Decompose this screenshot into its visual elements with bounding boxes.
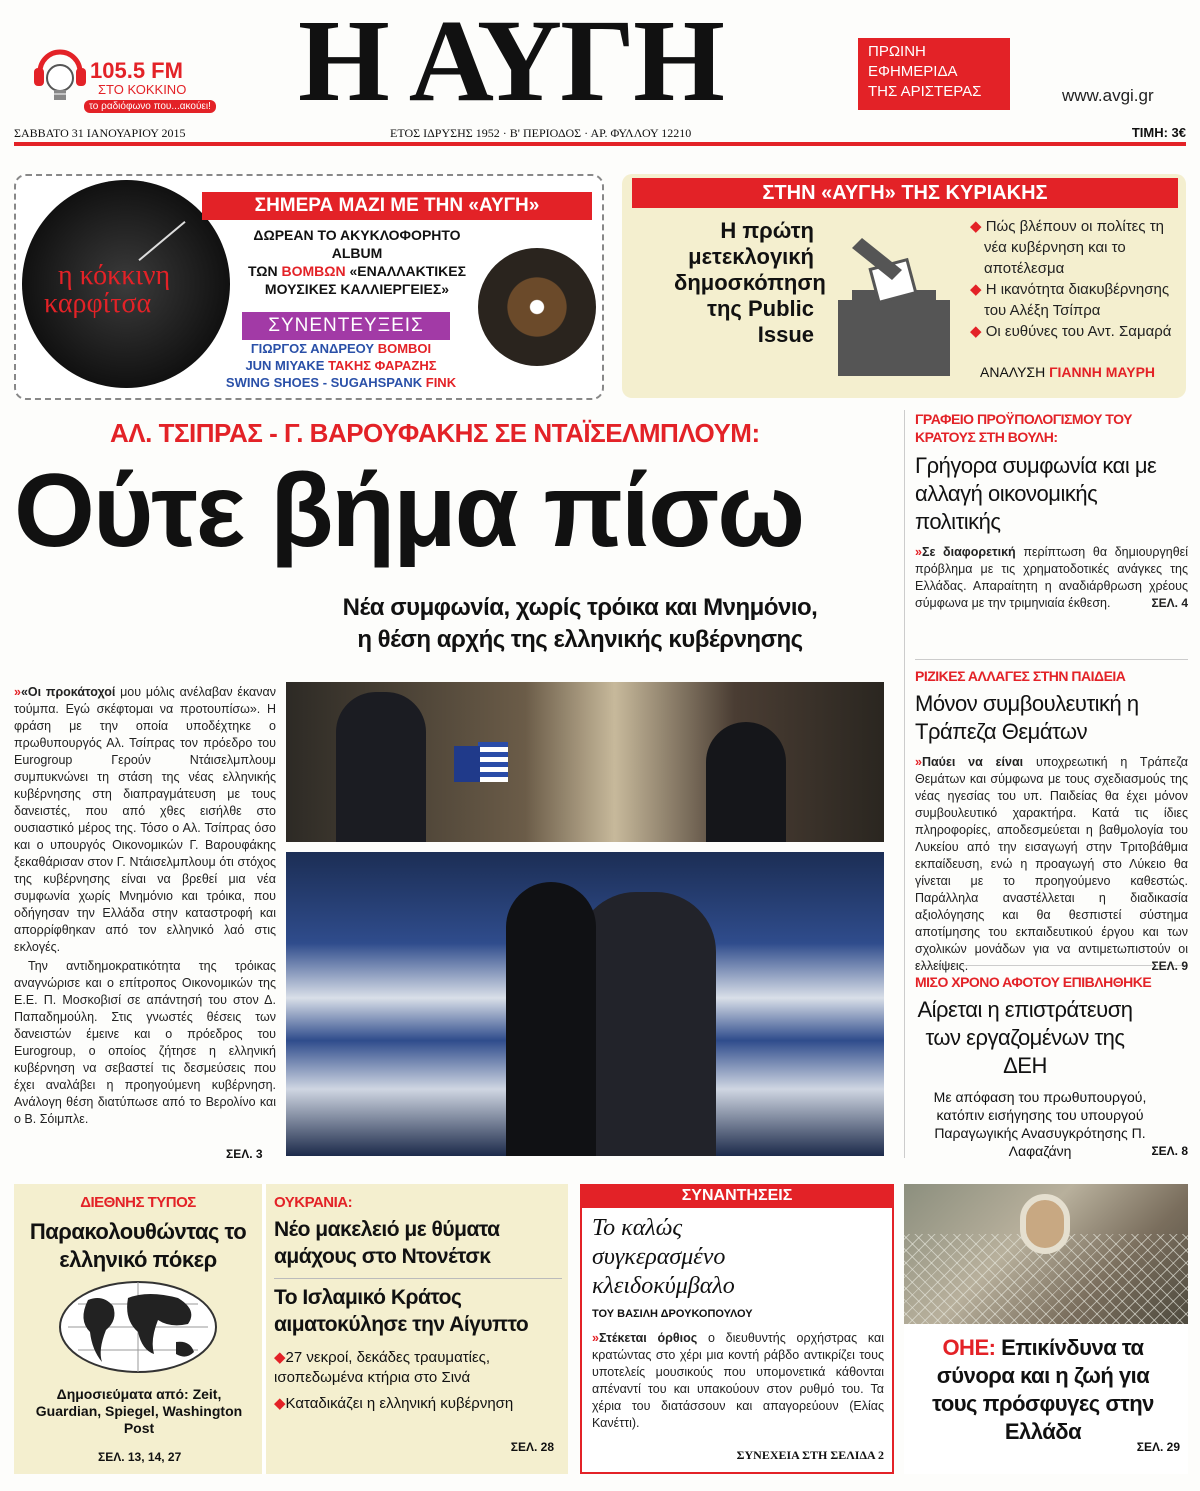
person-back xyxy=(506,882,596,1156)
album-band: ΒΟΜΒΩΝ xyxy=(281,263,346,279)
interview-name: ΓΙΩΡΓΟΣ ΑΝΔΡΕΟΥ xyxy=(250,341,375,356)
right-column xyxy=(904,410,1188,1158)
arrow-icon: » xyxy=(14,685,21,699)
issue-edition: ΕΤΟΣ ΙΔΡΥΣΗΣ 1952 · Β' ΠΕΡΙΟΔΟΣ · ΑΡ. ΦΥΛΛΟΥ 12210 xyxy=(390,126,692,140)
website-link[interactable]: www.avgi.gr xyxy=(1062,86,1154,105)
photo-varoufakis-handshake xyxy=(286,852,884,1156)
story-text-body: περίπτωση θα δημιουργηθεί πρόβλημα με τις χρηματοδοτικές ανάγκες της Ελλάδας. Απαραίτητη η αναδιάρθρωση χρέους σύμφωνα με την τριμηνιαία έκθεση. xyxy=(915,545,1189,610)
ukraine-bullet xyxy=(274,1348,554,1388)
refugees-headline-text: Επικίνδυνα τα σύνορα και η ζωή για τους πρόσφυγες στην Ελλάδα xyxy=(932,1335,1154,1444)
press-headline: Παρακολουθώντας το ελληνικό πόκερ xyxy=(29,1219,247,1272)
lead-subhead-line: Νέα συμφωνία, χωρίς τρόικα και Μνημόνιο, xyxy=(342,594,818,621)
poll-bullet-text: Οι ευθύνες του Αντ. Σαμαρά xyxy=(985,323,1172,340)
story-kicker: ΓΡΑΦΕΙΟ ΠΡΟΫΠΟΛΟΓΙΣΜΟΥ ΤΟΥ ΚΡΑΤΟΥΣ ΣΤΗ ΒΟΥΛΗ: xyxy=(915,411,1132,445)
diamond-icon: ◆ xyxy=(274,1395,286,1412)
refugees-headline xyxy=(918,1334,1168,1446)
diamond-icon: ◆ xyxy=(970,323,982,340)
story-text xyxy=(915,754,1188,975)
poll-bullet xyxy=(970,216,1182,279)
poll-bullet-text: Πώς βλέπουν οι πολίτες τη νέα κυβέρνηση και το αποτέλεσμα xyxy=(984,218,1164,277)
ukraine-headline: Νέο μακελειό με θύματα αμάχους στο Ντονέτσκ xyxy=(274,1218,500,1268)
ukraine-bullet-text: 27 νεκροί, δεκάδες τραυματίες, ισοπεδωμένα κτήρια στο Σινά xyxy=(274,1349,491,1386)
photo-tsipras-dijsselbloem xyxy=(286,682,884,842)
box-refugees[interactable] xyxy=(904,1184,1188,1474)
story-kicker: ΜΙΣΟ ΧΡΟΝΟ ΑΦΟΤΟΥ ΕΠΙΒΛΗΘΗΚΕ xyxy=(915,974,1152,990)
story-page-ref: ΣΕΛ. 8 xyxy=(1151,1144,1188,1158)
interviews-list xyxy=(216,340,466,391)
poll-line: της Public xyxy=(707,296,814,321)
cd-disc-icon xyxy=(478,248,596,366)
story-budget[interactable] xyxy=(915,410,1188,660)
ukraine-bullets xyxy=(274,1348,554,1414)
poll-bullet xyxy=(970,321,1182,342)
poll-line: μετεκλογική xyxy=(688,244,814,269)
flag-eu xyxy=(454,746,480,782)
photo-refugee-woman xyxy=(904,1184,1188,1324)
lightbulb-headphones-icon xyxy=(30,42,90,114)
lead-in: Παύει να είναι xyxy=(921,755,1024,769)
story-headline: Μόνον συμβουλευτική η Τράπεζα Θεμάτων xyxy=(915,691,1139,744)
interview-band: FINK xyxy=(425,375,457,390)
promo-album[interactable] xyxy=(14,174,604,400)
diamond-icon: ◆ xyxy=(970,281,982,298)
interview-band: ΤΑΚΗΣ ΦΑΡΑΖΗΣ xyxy=(328,358,437,373)
album-description xyxy=(232,226,482,298)
refugees-page-ref: ΣΕΛ. 29 xyxy=(1136,1440,1180,1454)
cd-cover xyxy=(22,180,230,388)
arrow-icon: » xyxy=(915,755,922,769)
album-line-1: ΔΩΡΕΑΝ ΤΟ ΑΚΥΚΛΟΦΟΡΗΤΟ ALBUM xyxy=(253,227,461,261)
story-headline: Αίρεται η επιστράτευση των εργαζομένων της ΔΕΗ xyxy=(917,997,1133,1078)
diamond-icon: ◆ xyxy=(970,218,982,235)
promo-poll[interactable] xyxy=(622,174,1186,398)
ukraine-bullet xyxy=(274,1394,554,1414)
radio-frequency: 105.5 FM xyxy=(90,58,183,83)
ukraine-kicker: ΟΥΚΡΑΝΙΑ: xyxy=(274,1194,353,1211)
story-page-ref: ΣΕΛ. 4 xyxy=(1151,596,1188,610)
box-meetings[interactable] xyxy=(580,1184,894,1474)
tagline-line: ΕΦΗΜΕΡΙΔΑ xyxy=(868,63,958,80)
radio-slogan: το ραδιόφωνο που...ακούει! xyxy=(84,100,216,113)
story-text xyxy=(915,544,1188,612)
diamond-icon: ◆ xyxy=(274,1349,286,1366)
radio-name: ΣΤΟ ΚΟΚΚΙΝΟ xyxy=(98,82,187,97)
lead-in: Σε διαφορετική xyxy=(921,545,1016,559)
arrow-icon: » xyxy=(915,545,922,559)
lead-subhead-line: η θέση αρχής της ελληνικής κυβέρνησης xyxy=(357,626,803,653)
lead-kicker: ΑΛ. ΤΣΙΠΡΑΣ - Γ. ΒΑΡΟΥΦΑΚΗΣ ΣΕ ΝΤΑΪΣΕΛΜΠΛΟΥΜ: xyxy=(110,418,760,448)
pin-line xyxy=(138,221,185,261)
box-ukraine[interactable] xyxy=(262,1184,568,1474)
interview-band: ΒΟΜΒΟΙ xyxy=(377,341,432,356)
radio-logo[interactable] xyxy=(28,40,238,120)
lead-body xyxy=(14,684,276,1128)
ballot-box-icon xyxy=(822,230,966,380)
meetings-text xyxy=(592,1330,884,1432)
poll-line: Η πρώτη xyxy=(720,218,814,243)
lead-paragraph-2: Την αντιδημοκρατικότητα της τρόικας αναγνώρισε και ο επίτροπος Οικονομικών της Ε.Ε. Π. Μοσκοβισί σε απάντησή του στον Δ. Παπαδημούλη. Στις γνωστές θέσεις των δανειστών έμεινε και ο πρόεδρος του Eurogroup, ο οποίος ζήτησε η ελληνική κυβέρνηση να σεβαστεί τις δεσμεύσεις που έχει αναλάβει η προηγούμενη κυβέρνηση. Ανάλογη θέση διατύπωσε από το Βερολίνο και ο Β. Σόιμπλε. xyxy=(14,959,276,1126)
world-map-icon xyxy=(58,1280,218,1374)
lead-paragraph-1 xyxy=(14,684,276,956)
meetings-text-body: ο διευθυντής ορχήστρας και κρατώντας στο χέρι μια κοντή ράβδο αντικρίζει τους υποτελείς μουσικούς που υπομονετικά κάθονται απέναντί του και υπακούουν στον ρυθμό του. Τα χέρια του διατάσσουν και απαγορεύουν (Ελίας Κανέττι). xyxy=(592,1331,884,1430)
cd-title-2: καρφίτσα xyxy=(44,288,152,319)
album-line-2c: «ΕΝΑΛΛΑΚΤΙΚΕΣ xyxy=(349,263,467,279)
story-headline: Γρήγορα συμφωνία και με αλλαγή οικονομικής πολιτικής xyxy=(915,453,1157,534)
story-education[interactable] xyxy=(915,660,1188,973)
poll-bullet xyxy=(970,279,1182,321)
tagline-box xyxy=(858,38,1010,110)
meetings-continued[interactable]: ΣΥΝΕΧΕΙΑ ΣΤΗ ΣΕΛΙΔΑ 2 xyxy=(736,1448,884,1462)
poll-line: δημοσκόπηση xyxy=(674,270,826,295)
cd-title-1: η κόκκινη xyxy=(58,260,171,291)
story-dei[interactable] xyxy=(915,966,1188,1158)
dateline-bar xyxy=(14,122,1186,146)
poll-bullet-text: Η ικανότητα διακυβέρνησης του Αλέξη Τσίπρα xyxy=(984,281,1170,319)
promo-poll-header: ΣΤΗΝ «ΑΥΓΗ» ΤΗΣ ΚΥΡΙΑΚΗΣ xyxy=(632,178,1178,208)
person-right xyxy=(706,722,786,842)
person-varoufakis xyxy=(576,892,716,1156)
arrow-icon: » xyxy=(592,1331,599,1345)
promo-album-header: ΣΗΜΕΡΑ ΜΑΖΙ ΜΕ ΤΗΝ «ΑΥΓΗ» xyxy=(202,192,592,220)
ukraine-page-ref: ΣΕΛ. 28 xyxy=(510,1440,554,1454)
album-line-2 xyxy=(232,262,482,280)
lead-page-ref[interactable]: ΣΕΛ. 3 xyxy=(226,1147,263,1161)
analysis-label: ΑΝΑΛΥΣΗ xyxy=(980,364,1046,380)
interview-row xyxy=(216,374,466,391)
poll-line: Issue xyxy=(757,322,814,347)
album-line-3: ΜΟΥΣΙΚΕΣ ΚΑΛΛΙΕΡΓΕΙΕΣ» xyxy=(264,281,450,297)
story-kicker: ΡΙΖΙΚΕΣ ΑΛΛΑΓΕΣ ΣΤΗΝ ΠΑΙΔΕΙΑ xyxy=(915,668,1126,684)
flag-greece xyxy=(478,742,508,782)
interview-name: SWING SHOES - SUGAHSPANK xyxy=(225,375,423,390)
poll-main-text xyxy=(674,218,826,348)
meetings-headline: Το καλώς συγκερασμένο κλειδοκύμβαλο xyxy=(592,1215,735,1299)
analysis-author: ΓΙΑΝΝΗ ΜΑΥΡΗ xyxy=(1049,364,1156,380)
person-head xyxy=(1020,1194,1070,1254)
lead-paragraph-1-text: μου μόλις ανέλαβαν έκαναν τούμπα. Εγώ σκέφτομαι να προτουπίσω». Η φράση με την οποία υποδέχτηκε ο πρωθυπουργός Αλ. Τσίπρας τον πρόεδρο του Eurogroup Γερούν Ντάισελμπλουμ συμπυκνώνει τη στάση της νέας ελληνικής κυβέρνησης στη διαπραγμάτευση με τους δανειστές, που από χθες εισήλθε στο ουσιαστικό μέρος της. Τόσο ο Αλ. Τσίπρας όσο και ο υπουργός Οικονομικών Γ. Βαρουφάκης ξεκαθάρισαν στον Γ. Ντάισελμπλουμ ότι στόχος της κυβέρνησης είναι να βρεθεί μια νέα συμφωνία χωρίς Μνημόνιο και τρόικα, που οδήγησαν την Ελλάδα στην καταστροφή και απορρίφθηκαν από τον ελληνικό λαό στις εκλογές. xyxy=(14,685,276,954)
press-sources: Δημοσιεύματα από: Zeit, Guardian, Spiegel, Washington Post xyxy=(35,1386,243,1436)
interview-name: JUN ΜΙΥΑΚΕ xyxy=(245,358,325,373)
story-text-body: υποχρεωτική η Τράπεζα Θεμάτων και σύμφωνα με τους σχεδιασμούς της νέας ηγεσίας του υπ. Παιδείας θα έχει μόνον συμβουλευτικό χαρακτήρα. Κατά τις ίδιες πληροφορίες, αποδεσμεύεται η βαθμολογία του Λυκείου από την εισαγωγή στην Τριτοβάθμια εκπαίδευση, ενώ η προαγωγή στο Λύκειο θα γίνεται με το προηγούμενο καθεστώς. Παράλληλα αναστέλλεται η διαδικασία αξιολόγησης και θα θεσπιστεί σύστημα αποτίμησης του εκπαιδευτικού έργου και των σχολικών μονάδων για να αντιμετωπιστούν οι ελλείψεις. xyxy=(915,755,1188,973)
story-text: Με απόφαση του πρωθυπουργού, κατόπιν εισήγησης του υπουργού Παραγωγικής Ανασυγκρότησης Π. Λαφαζάνη xyxy=(933,1089,1147,1159)
issue-date: ΣΑΒΒΑΤΟ 31 ΙΑΝΟΥΑΡΙΟΥ 2015 xyxy=(14,126,186,140)
meetings-byline: ΤΟΥ ΒΑΣΙΛΗ ΔΡΟΥΚΟΠΟΥΛΟΥ xyxy=(592,1308,753,1320)
press-kicker: ΔΙΕΘΝΗΣ ΤΥΠΟΣ xyxy=(80,1194,196,1211)
box-international-press[interactable] xyxy=(14,1184,262,1474)
press-page-ref: ΣΕΛ. 13, 14, 27 xyxy=(98,1450,182,1464)
interview-row xyxy=(216,340,466,357)
lead-in: «Οι προκάτοχοί xyxy=(20,685,116,699)
lead-headline[interactable]: Ούτε βήμα πίσω xyxy=(14,453,804,569)
album-line-2a: ΤΩΝ xyxy=(247,263,278,279)
interviews-label: ΣΥΝΕΝΤΕΥΞΕΙΣ xyxy=(242,312,450,340)
divider xyxy=(274,1278,562,1279)
lead-subhead xyxy=(300,592,860,656)
tagline-line: ΠΡΩΙΝΗ xyxy=(868,43,926,60)
story-page-ref: ΣΕΛ. 9 xyxy=(1151,959,1188,973)
interview-row xyxy=(216,357,466,374)
egypt-headline: Το Ισλαμικό Κράτος αιματοκύλησε την Αίγυπτο xyxy=(274,1286,529,1336)
refugees-org: ΟΗΕ: xyxy=(942,1335,996,1360)
issue-price: ΤΙΜΗ: 3€ xyxy=(1131,125,1186,140)
person-left xyxy=(336,692,426,842)
tagline-line: ΤΗΣ ΑΡΙΣΤΕΡΑΣ xyxy=(868,83,982,100)
poll-bullets xyxy=(970,216,1182,342)
poll-analysis xyxy=(980,364,1155,380)
meetings-label: ΣΥΝΑΝΤΗΣΕΙΣ xyxy=(580,1184,894,1208)
lead-in: Στέκεται όρθιος xyxy=(598,1331,698,1345)
newspaper-title[interactable]: Η ΑΥΓΗ xyxy=(298,0,723,126)
ukraine-bullet-text: Καταδικάζει η ελληνική κυβέρνηση xyxy=(285,1395,514,1412)
